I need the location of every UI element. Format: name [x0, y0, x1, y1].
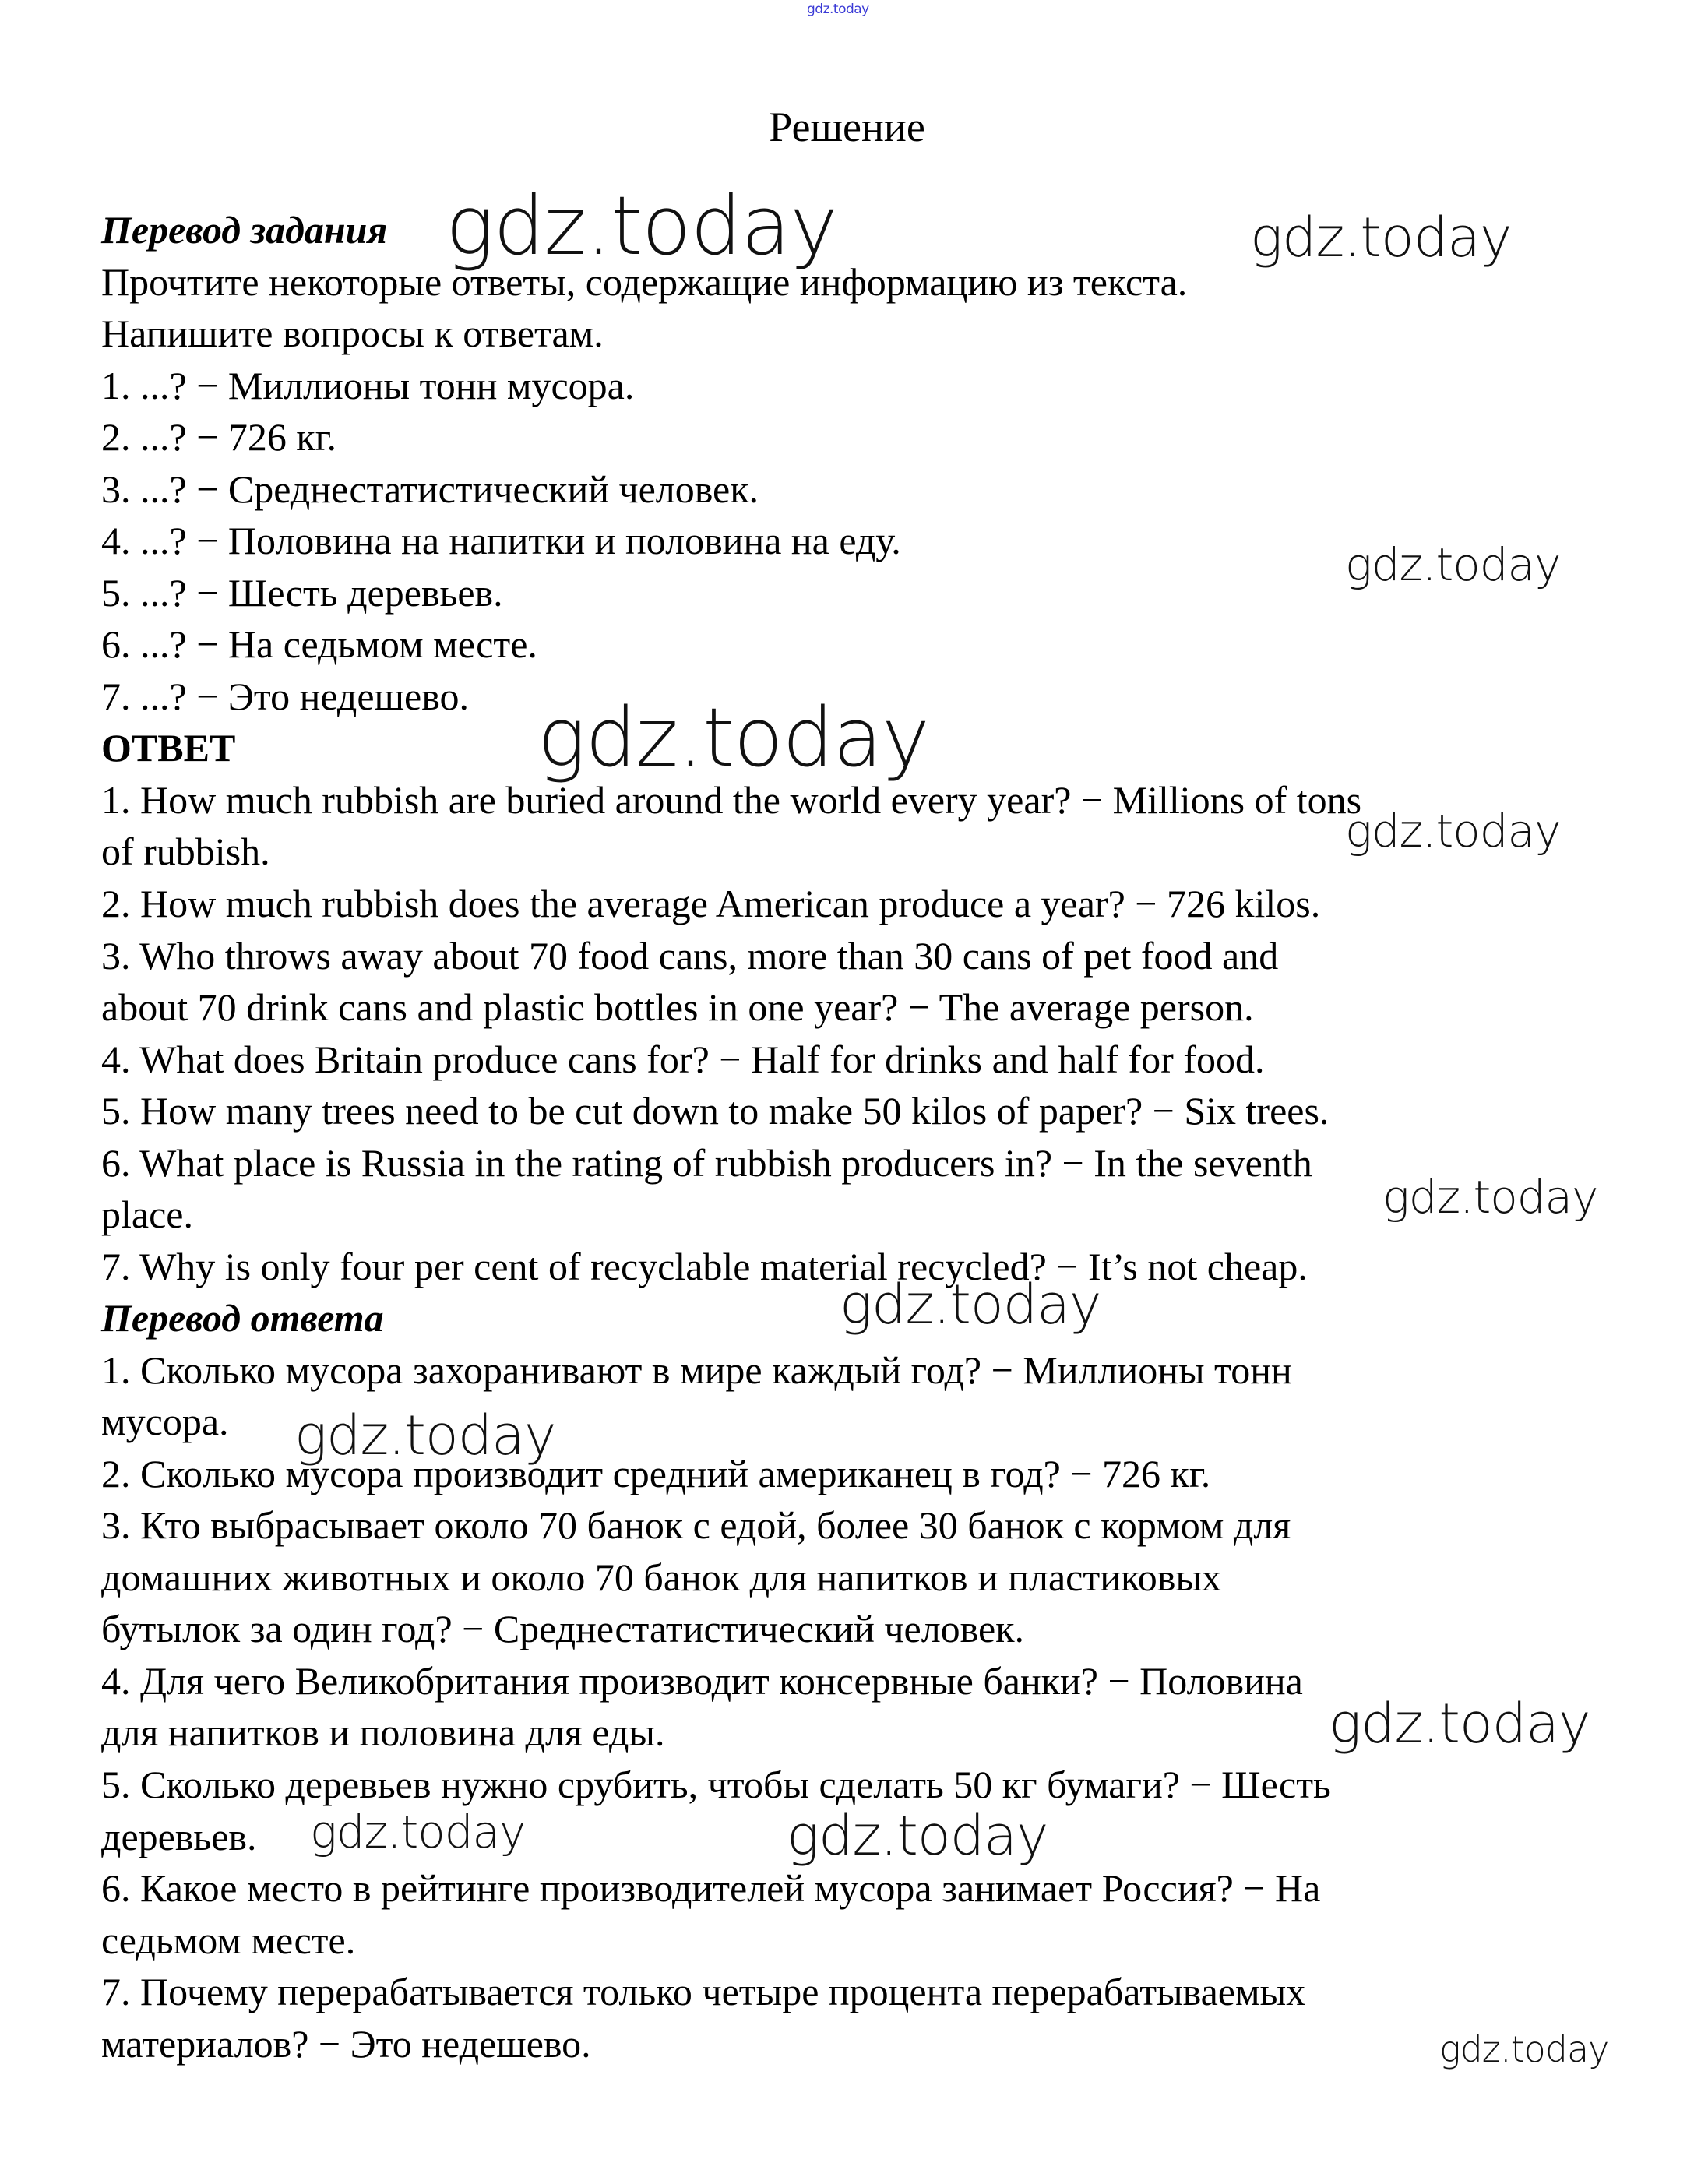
watermark: gdz.today: [1345, 805, 1561, 858]
translation-line: 3. Кто выбрасывает около 70 банок с едой, более 30 банок с кормом для: [101, 1503, 1291, 1547]
translation-line: домашних животных и около 70 банок для напитков и пластиковых: [101, 1555, 1221, 1599]
translation-line: 5. Сколько деревьев нужно срубить, чтобы сделать 50 кг бумаги? − Шесть: [101, 1763, 1331, 1806]
translation-line: 4. Для чего Великобритания производит консервные банки? − Половина: [101, 1659, 1303, 1703]
answer-line: place.: [101, 1192, 193, 1236]
top-watermark: gdz.today: [807, 2, 869, 17]
answer-line: 3. Who throws away about 70 food cans, more than 30 cans of pet food and: [101, 934, 1279, 978]
translation-line: 7. Почему перерабатывается только четыре процента перерабатываемых: [101, 1970, 1306, 2013]
watermark: gdz.today: [840, 1273, 1101, 1337]
task-line: 6. ...? − На седьмом месте.: [101, 622, 537, 666]
watermark: gdz.today: [1329, 1692, 1590, 1756]
translation-line: для напитков и половина для еды.: [101, 1710, 665, 1754]
translation-line: материалов? − Это недешево.: [101, 2022, 591, 2066]
watermark: gdz.today: [537, 690, 929, 785]
translation-line: бутылок за один год? − Среднестатистический человек.: [101, 1607, 1024, 1650]
task-line: 5. ...? − Шесть деревьев.: [101, 571, 503, 615]
watermark: gdz.today: [294, 1404, 556, 1467]
task-line: 1. ...? − Миллионы тонн мусора.: [101, 364, 635, 407]
task-line: 3. ...? − Среднестатистический человек.: [101, 467, 759, 511]
watermark: gdz.today: [310, 1805, 526, 1858]
answer-line: 7. Why is only four per cent of recyclable material recycled? − It’s not cheap.: [101, 1245, 1308, 1288]
translation-section-heading: Перевод ответа: [101, 1296, 384, 1340]
task-line: 4. ...? − Половина на напитки и половина на еду.: [101, 519, 901, 562]
page-title: Решение: [769, 104, 925, 150]
answer-line: 2. How much rubbish does the average American produce a year? − 726 kilos.: [101, 882, 1321, 925]
translation-line: 6. Какое место в рейтинге производителей мусора занимает Россия? − На: [101, 1866, 1321, 1910]
watermark: gdz.today: [787, 1804, 1048, 1868]
watermark: gdz.today: [1345, 538, 1561, 591]
task-section-heading: Перевод задания: [101, 208, 388, 252]
task-line: Напишите вопросы к ответам.: [101, 312, 604, 355]
watermark: gdz.today: [1382, 1171, 1598, 1224]
task-line: Прочтите некоторые ответы, содержащие информацию из текста.: [101, 260, 1188, 304]
translation-line: 1. Сколько мусора захоранивают в мире каждый год? − Миллионы тонн: [101, 1348, 1292, 1392]
task-line: 2. ...? − 726 кг.: [101, 415, 337, 459]
task-line: 7. ...? − Это недешево.: [101, 675, 469, 718]
translation-line: мусора.: [101, 1400, 229, 1443]
watermark: gdz.today: [1439, 2028, 1609, 2070]
answer-line: of rubbish.: [101, 830, 270, 873]
answer-line: 6. What place is Russia in the rating of rubbish producers in? − In the seventh: [101, 1141, 1312, 1185]
translation-line: 2. Сколько мусора производит средний американец в год? − 726 кг.: [101, 1452, 1211, 1495]
answer-line: about 70 drink cans and plastic bottles in one year? − The average person.: [101, 985, 1254, 1029]
translation-line: деревьев.: [101, 1815, 257, 1858]
answer-line: 5. How many trees need to be cut down to make 50 kilos of paper? − Six trees.: [101, 1089, 1329, 1133]
watermark: gdz.today: [1250, 206, 1512, 269]
watermark: gdz.today: [446, 178, 837, 273]
answer-section-heading: ОТВЕТ: [101, 726, 236, 770]
answer-line: 4. What does Britain produce cans for? − Half for drinks and half for food.: [101, 1037, 1265, 1081]
answer-line: 1. How much rubbish are buried around the world every year? − Millions of tons: [101, 778, 1362, 822]
translation-line: седьмом месте.: [101, 1918, 356, 1962]
